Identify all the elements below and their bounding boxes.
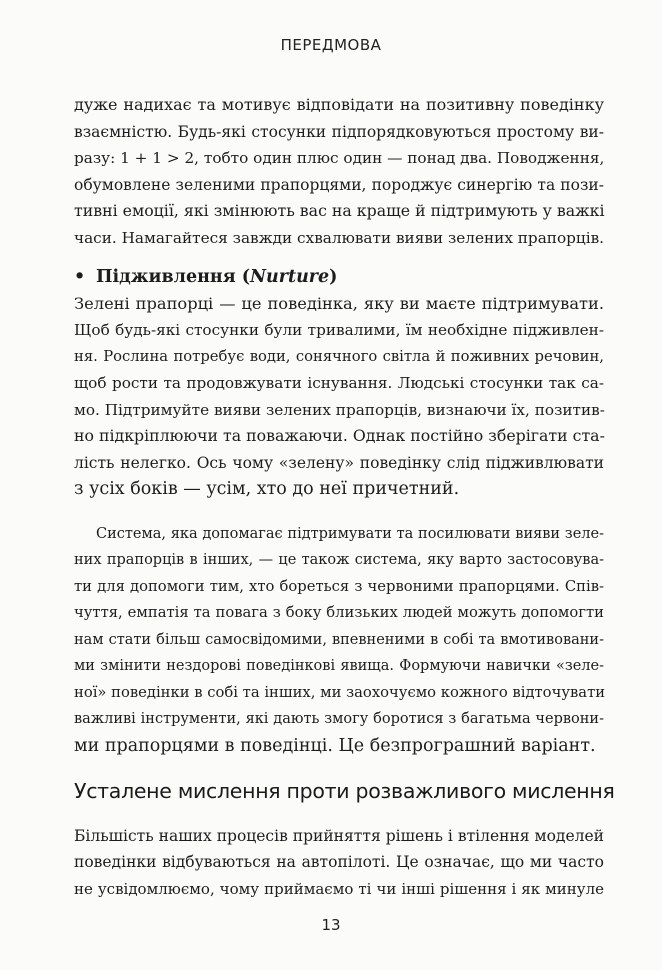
text-line: часи. Намагайтеся завжди схвалювати вияви зелених прапорців. xyxy=(74,229,605,247)
running-head: ПЕРЕДМОВА xyxy=(280,36,382,54)
text-line: ми змінити нездорові поведінкові явища. Формуючи навички «зеле- xyxy=(74,658,604,674)
text-line: не усвідомлюємо, чому приймаємо ті чи інші рішення і як минуле xyxy=(74,880,604,898)
text-line: щоб рости та продовжувати існування. Людські стосунки так са- xyxy=(74,374,604,392)
bullet-symbol: • xyxy=(74,267,86,287)
text-line: разу: 1 + 1 > 2, тобто один плюс один — понад два. Поводження, xyxy=(74,149,605,167)
text-line: дуже надихає та мотивує відповідати на позитивну поведінку xyxy=(74,95,604,114)
text-line: ти для допомоги тим, хто бореться з червоними прапорцями. Спів- xyxy=(74,578,604,595)
text-line: тивні емоції, які змінюють вас на краще й підтримують у важкі xyxy=(74,201,605,220)
text-line: Більшість наших процесів прийняття рішень і втілення моделей xyxy=(74,827,604,845)
text-line: ми прапорцями в поведінці. Це безпрограшний варіант. xyxy=(74,736,596,756)
text-line: ної» поведінки в собі та інших, ми заохочуємо кожного відточувати xyxy=(74,684,606,701)
text-line: Система, яка допомагає підтримувати та посилювати вияви зеле- xyxy=(96,526,604,542)
text-line: Зелені прапорці — це поведінка, яку ви маєте підтримувати. xyxy=(74,294,604,313)
text-line: чуття, емпатія та повага з боку близьких людей можуть допомогти xyxy=(74,604,604,621)
text-line: важливі інструменти, які дають змогу боротися з багатьма червони- xyxy=(74,711,604,727)
text-line: поведінки відбуваються на автопілоті. Це означає, що ми часто xyxy=(74,853,604,871)
page-number: 13 xyxy=(321,916,341,934)
text-line: них прапорців в інших, — це також система, яку варто застосовува- xyxy=(74,552,604,568)
text-line: Щоб будь-які стосунки були тривалими, їм необхідне підживлен- xyxy=(74,321,604,339)
text-line: лість нелегко. Ось чому «зелену» поведінку слід підживлювати xyxy=(74,454,604,472)
section-heading: Усталене мислення проти розважливого мислення xyxy=(74,779,615,803)
text-line: но підкріплюючи та поважаючи. Однак постійно зберігати ста- xyxy=(74,426,605,445)
text-line: мо. Підтримуйте вияви зелених прапорців, визнаючи їх, позитив- xyxy=(74,401,605,419)
text-line: нам стати більш самосвідомими, впевненими в собі та вмотивовани- xyxy=(74,632,604,648)
text-line: ня. Рослина потребує води, сонячного світла й поживних речовин, xyxy=(74,348,604,365)
text-line: з усіх боків — усім, хто до неї причетний. xyxy=(74,479,460,499)
bullet-heading xyxy=(74,265,604,289)
bullet-title-end: ) xyxy=(329,267,338,287)
bullet-title-en: Nurture xyxy=(250,267,330,287)
text-line: взаємністю. Будь-які стосунки підпорядковуються простому ви- xyxy=(74,123,604,141)
text-line: обумовлене зеленими прапорцями, породжує синергію та пози- xyxy=(74,176,604,194)
bullet-title: Підживлення ( xyxy=(96,267,251,287)
